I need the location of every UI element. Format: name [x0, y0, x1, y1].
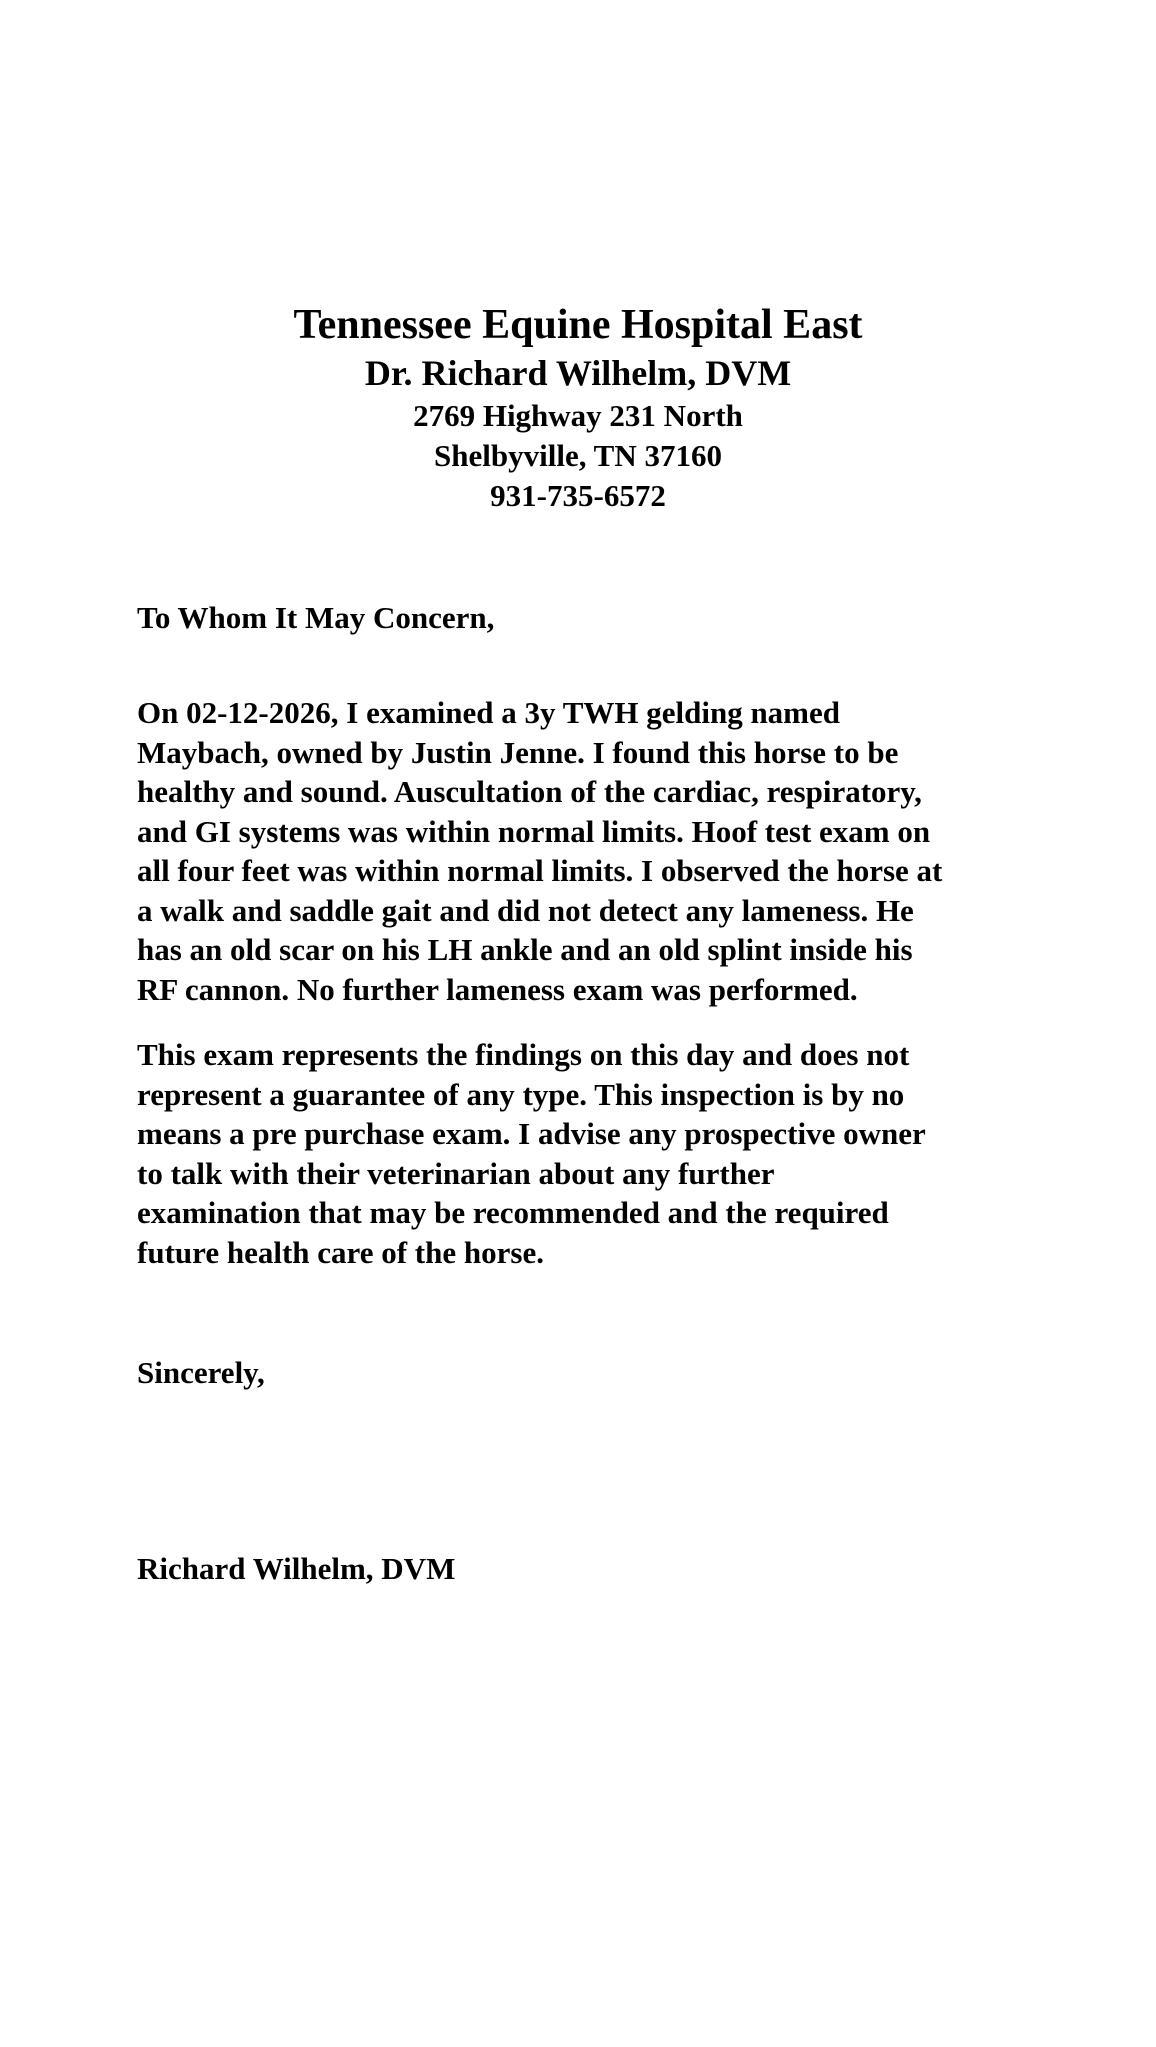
paragraph-line: has an old scar on his LH ankle and an old splint inside his: [137, 932, 913, 967]
signature-name: Richard Wilhelm, DVM: [137, 1551, 456, 1586]
paragraph-line: all four feet was within normal limits. I observed the horse at: [137, 853, 943, 888]
paragraph-line: healthy and sound. Auscultation of the cardiac, respiratory,: [137, 774, 922, 809]
address-street: 2769 Highway 231 North: [413, 398, 743, 433]
phone-number: 931-735-6572: [490, 478, 666, 513]
letterhead: [0, 300, 1156, 516]
paragraph-line: Maybach, owned by Justin Jenne. I found this horse to be: [137, 734, 899, 770]
doctor-name: Dr. Richard Wilhelm, DVM: [364, 353, 792, 393]
paragraph-line: means a pre purchase exam. I advise any prospective owner: [137, 1116, 926, 1151]
paragraph-line: to talk with their veterinarian about any further: [137, 1155, 775, 1191]
paragraph-line: future health care of the horse.: [137, 1234, 544, 1270]
paragraph-line: This exam represents the findings on this day and does not: [137, 1037, 910, 1072]
salutation: To Whom It May Concern,: [137, 600, 495, 635]
organization-name: Tennessee Equine Hospital East: [293, 302, 863, 348]
paragraph-line: RF cannon. No further lameness exam was performed.: [137, 971, 858, 1007]
address-city: Shelbyville, TN 37160: [434, 438, 722, 473]
paragraph-findings: [137, 693, 1037, 1009]
paragraph-line: On 02-12-2026, I examined a 3y TWH gelding named: [137, 695, 841, 730]
closing: Sincerely,: [137, 1355, 265, 1390]
paragraph-line: examination that may be recommended and the required: [137, 1195, 889, 1230]
paragraph-line: a walk and saddle gait and did not detect any lameness. He: [137, 892, 914, 928]
paragraph-line: and GI systems was within normal limits. Hoof test exam on: [137, 813, 931, 849]
paragraph-disclaimer: [137, 1035, 1037, 1272]
paragraph-line: represent a guarantee of any type. This inspection is by no: [137, 1076, 905, 1112]
